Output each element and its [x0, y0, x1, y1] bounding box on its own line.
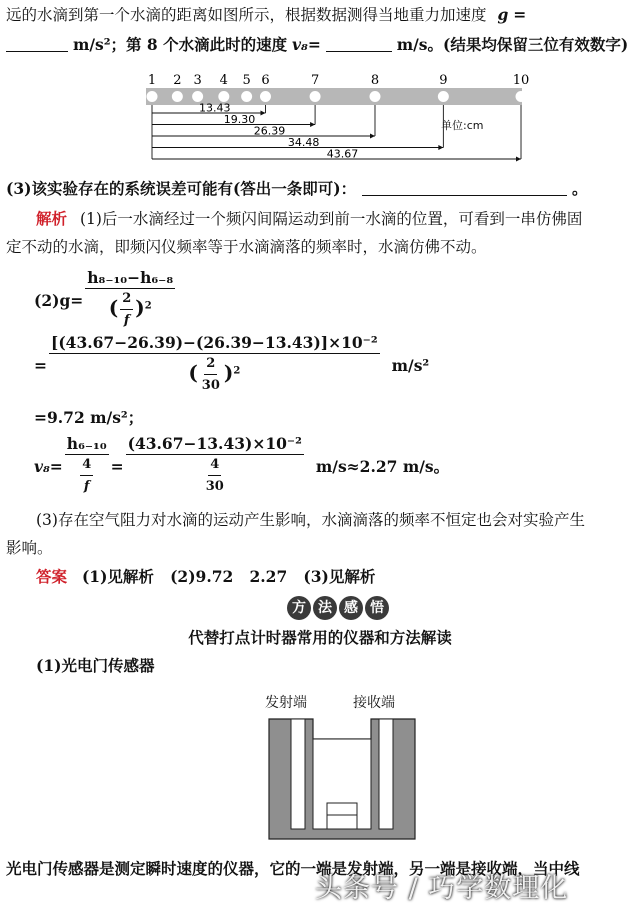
q3-end: 。	[571, 179, 588, 198]
water-drop	[310, 92, 320, 102]
method-item-1: (1)光电门传感器	[36, 656, 155, 675]
dot-label: 10	[512, 73, 530, 88]
intro-text-2: ；第 8 个水滴此时的速度	[110, 35, 288, 54]
answer-blank-g	[6, 35, 68, 52]
water-drop	[172, 92, 182, 102]
bottom-text: 光电门传感器是测定瞬时速度的仪器，它的一端是发射端，另一端是接收端，当中线	[6, 859, 580, 878]
q3-text: (3)该实验存在的系统误差可能有(答出一条即可)：	[6, 179, 357, 198]
sub-denominator: ( $\frac{2}{30}$ )$^2$	[186, 354, 242, 397]
water-drop	[242, 92, 252, 102]
inner-block-1	[327, 803, 357, 815]
v8-den	[76, 455, 97, 498]
v8-lhs: v₈=	[34, 456, 63, 476]
analysis-label: 解析	[36, 209, 68, 228]
water-drop-figure	[146, 66, 530, 166]
answer-text: (1)见解析 (2)9.72 2.27 (3)见解析	[81, 567, 376, 586]
water-drop	[147, 92, 157, 102]
dot-label: 3	[193, 73, 202, 88]
water-drop	[219, 92, 229, 102]
g-den-den: f	[123, 313, 130, 328]
v8-den2-num: 4	[208, 455, 221, 476]
measure-label: 43.67	[326, 147, 359, 161]
dot-label: 9	[439, 73, 448, 88]
inner-block-2	[327, 815, 357, 829]
dot-label: 1	[147, 73, 157, 88]
water-drop	[438, 92, 448, 102]
measure-arrow	[260, 111, 265, 116]
v8-num-2: (43.67−13.43)×10⁻²	[127, 434, 302, 453]
dot-label: 6	[261, 73, 270, 88]
g-substitution	[34, 333, 429, 397]
badge-char-2: 法	[313, 596, 337, 620]
v8-num: h₆₋₁₀	[66, 434, 107, 453]
measure-label: 19.30	[223, 113, 256, 126]
g-lhs: (2)g=	[34, 290, 84, 310]
g-numerator: h₈₋₁₀−h₆₋₈	[87, 268, 174, 287]
water-drop	[260, 92, 270, 102]
measure-arrow	[516, 157, 521, 162]
water-drop	[370, 92, 380, 102]
measure-label: 26.39	[253, 124, 286, 138]
dot-label: 5	[242, 73, 251, 88]
analysis-line-2	[6, 236, 634, 258]
analysis-p3a: (3)存在空气阻力对水滴的运动产生影响，水滴滴落的频率不恒定也会对实验产生	[36, 511, 585, 529]
intro-line-1	[6, 4, 634, 26]
analysis-line-1	[36, 208, 634, 230]
intro-line-2	[6, 34, 634, 56]
g-formula	[34, 268, 177, 332]
water-drop	[516, 92, 526, 102]
g-exp: 2	[144, 300, 152, 312]
v8-den-2	[200, 455, 230, 498]
answer-blank-q3	[362, 179, 567, 196]
photogate-figure	[255, 685, 430, 845]
watermark: 头条号 / 巧学数理化	[315, 873, 569, 904]
dot-label: 2	[173, 73, 182, 88]
badge-char-1: 方	[287, 596, 311, 620]
v8-result: m/s≈2.27 m/s。	[315, 457, 450, 476]
dot-label: 8	[370, 73, 380, 88]
unit-ms2: m/s²	[72, 35, 111, 54]
sub-den-num: 2	[204, 354, 217, 375]
left-inner-slot	[291, 719, 305, 829]
g-result	[34, 406, 143, 428]
question-3	[6, 178, 634, 200]
g-den-num: 2	[120, 289, 133, 310]
answer-line	[36, 566, 634, 588]
intro-text-3: 。(结果均保留三位有效数字)	[427, 35, 629, 54]
answer-label: 答案	[36, 567, 68, 586]
right-inner-slot	[379, 719, 393, 829]
sub-eq: =	[34, 355, 47, 375]
unit-label: 单位:cm	[441, 119, 484, 132]
answer-blank-v8	[326, 35, 392, 52]
v8-fraction-1	[65, 434, 109, 498]
v8-symbol: v₈	[292, 35, 308, 54]
analysis-p3-line-2	[6, 537, 634, 559]
g-result-text: =9.72 m/s²；	[34, 408, 144, 427]
g-denominator: ( $\frac{2}{f}$ )$^2$	[107, 289, 154, 332]
measure-label: 34.48	[287, 136, 320, 149]
analysis-p3-line-1	[36, 509, 634, 531]
measure-arrow	[438, 145, 443, 150]
measure-arrow	[370, 134, 375, 139]
v8-formula: v₈= $\frac{\text{h₆₋₁₀}}{\frac{4}{f}}$ = $\frac{\text{(43.67−13.43)×10⁻²}}{\frac{4}{30}}$ m/s≈2.27 m/s。	[34, 434, 449, 498]
sub-numerator: [(43.67−26.39)−(26.39−13.43)]×10⁻²	[51, 333, 378, 352]
analysis-p3b: 影响。	[6, 539, 53, 557]
strip-svg	[146, 66, 530, 166]
badge-char-3: 感	[339, 596, 363, 620]
measure-arrow	[310, 122, 315, 127]
eq-sign-2: =	[307, 35, 321, 54]
v8-den-den: f	[83, 479, 90, 494]
badge-char-4: 悟	[365, 596, 389, 620]
intro-text-1: 远的水滴到第一个水滴的距离如图所示，根据数据测得当地重力加速度	[6, 6, 487, 24]
eq-sign: =	[513, 5, 527, 24]
v8-den2-den: 30	[205, 479, 224, 494]
recv-label: 接收端	[353, 695, 395, 711]
emit-label: 发射端	[265, 695, 307, 711]
sub-den-den: 30	[201, 378, 220, 393]
dot-label: 4	[219, 73, 228, 88]
dot-label: 7	[310, 73, 320, 88]
measure-label: 13.43	[198, 101, 231, 115]
g-fraction	[85, 268, 175, 332]
method-title: 代替打点计时器常用的仪器和方法解读	[188, 628, 452, 647]
analysis-p1a: (1)后一水滴经过一个频闪间隔运动到前一水滴的位置，可看到一串仿佛固	[79, 210, 583, 228]
v8-den-num: 4	[80, 455, 93, 476]
water-drop	[193, 92, 203, 102]
sub-unit: m/s²	[391, 355, 430, 375]
analysis-p1b: 定不动的水滴，即频闪仪频率等于水滴滴落的频率时，水滴仿佛不动。	[6, 238, 487, 256]
v8-fraction-2	[126, 434, 304, 498]
g-symbol: g	[497, 5, 509, 24]
unit-ms: m/s	[396, 35, 428, 54]
sub-fraction	[49, 333, 380, 397]
method-badge	[287, 596, 389, 622]
sub-exp: 2	[233, 365, 241, 377]
